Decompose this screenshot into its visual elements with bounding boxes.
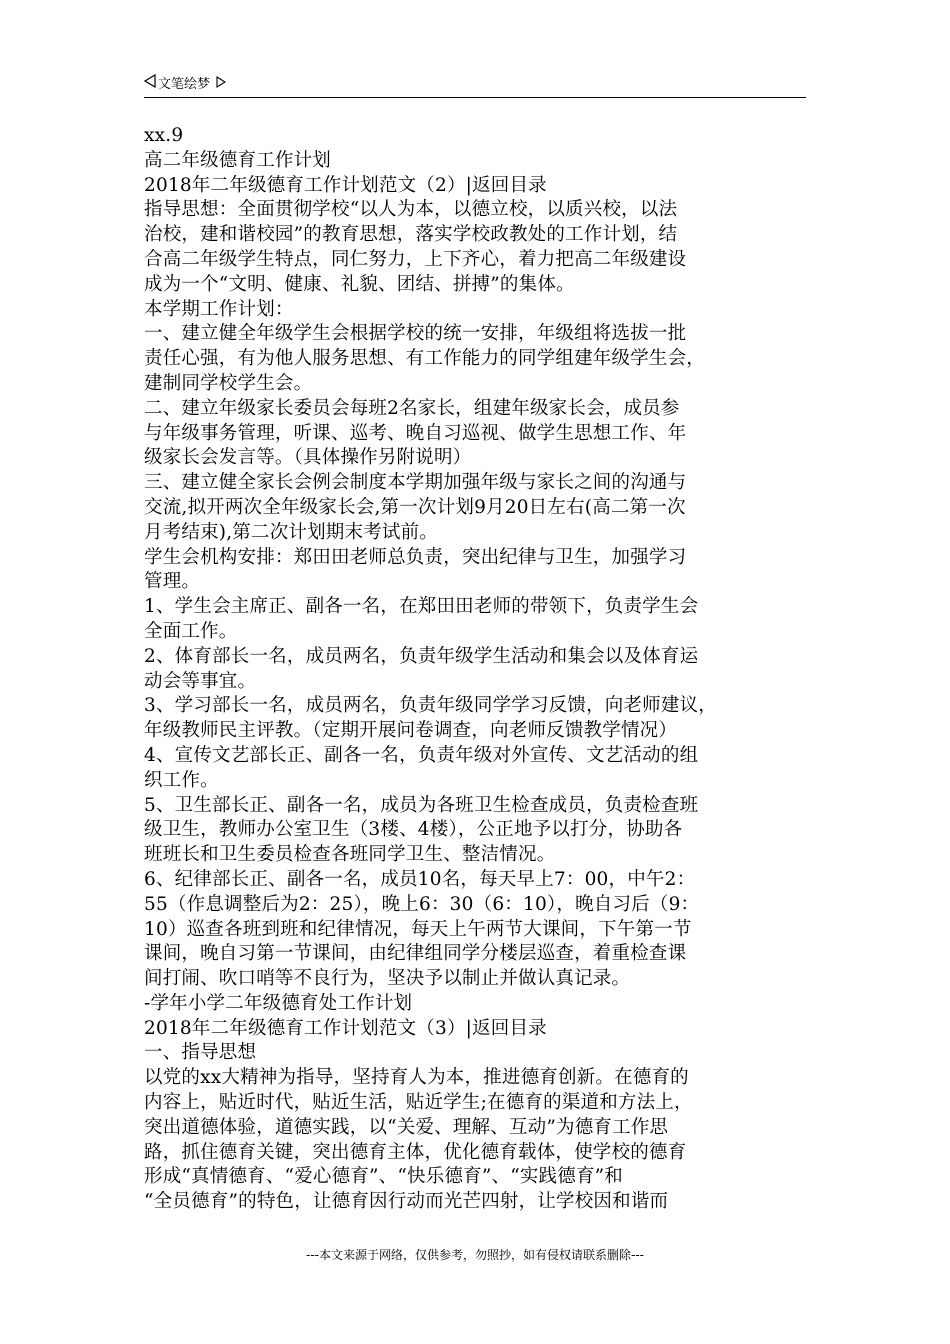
text-line: 间打闹、吹口哨等不良行为，坚决予以制止并做认真记录。 (144, 968, 631, 990)
text-line: 4、宣传文艺部长正、副各一名，负责年级对外宣传、文艺活动的组 (144, 744, 699, 766)
text-line: 55（作息调整后为2：25），晚上6：30（6：10），晚自习后（9： (144, 893, 700, 915)
text-line: 交流,拟开两次全年级家长会,第一次计划9月20日左右(高二第一次 (144, 496, 686, 518)
text-line: 内容上，贴近时代，贴近生活，贴近学生;在德育的渠道和方法上， (144, 1092, 693, 1114)
text-line: 级家长会发言等。（具体操作另附说明） (144, 447, 472, 469)
text-line: “全员德育”的特色，让德育因行动而光芒四射，让学校因和谐而 (144, 1191, 669, 1213)
text-line: 2、体育部长一名，成员两名，负责年级学生活动和集会以及体育运 (144, 645, 699, 667)
text-line: 3、学习部长一名，成员两名，负责年级同学学习反馈，向老师建议， (144, 695, 717, 717)
text-line: 二、建立年级家长委员会每班2名家长，组建年级家长会，成员参 (144, 397, 680, 419)
text-line: 三、建立健全家长会例会制度本学期加强年级与家长之间的沟通与 (144, 472, 687, 494)
text-line: 6、纪律部长正、副各一名，成员10名，每天早上7：00，中午2： (144, 868, 696, 890)
text-line: 高二年级德育工作计划 (144, 149, 332, 171)
text-line: 级卫生，教师办公室卫生（3楼、4楼），公正地予以打分，协助各 (144, 819, 683, 841)
text-line: 5、卫生部长正、副各一名，成员为各班卫生检查成员，负责检查班 (144, 794, 699, 816)
text-line: 1、学生会主席正、副各一名，在郑田田老师的带领下，负责学生会 (144, 596, 699, 618)
header-divider (144, 97, 806, 98)
text-line: 与年级事务管理，听课、巡考、晚自习巡视、做学生思想工作、年 (144, 422, 687, 444)
text-line: 管理。 (144, 571, 201, 593)
text-line: 动会等事宜。 (144, 670, 257, 692)
text-line: 月考结束),第二次计划期末考试前。 (144, 521, 438, 543)
text-line: 一、建立健全年级学生会根据学校的统一安排，年级组将选拔一批 (144, 323, 687, 345)
page-header (144, 74, 806, 98)
text-line: 2018年二年级德育工作计划范文（2）|返回目录 (144, 174, 547, 196)
text-line: 责任心强，有为他人服务思想、有工作能力的同学组建年级学生会， (144, 348, 706, 370)
text-line: 一、指导思想 (144, 1042, 257, 1064)
text-line: xx.9 (144, 125, 184, 146)
triangle-left-outline-icon (144, 74, 156, 96)
header-title: 文笔绘梦 (158, 77, 211, 92)
text-line: 10）巡查各班到班和纪律情况，每天上午两节大课间，下午第一节 (144, 918, 692, 940)
text-line: 本学期工作计划： (144, 298, 294, 320)
text-line: 2018年二年级德育工作计划范文（3）|返回目录 (144, 1017, 547, 1039)
text-line: 合高二年级学生特点，同仁努力，上下齐心，着力把高二年级建设 (144, 248, 687, 270)
document-body (144, 124, 824, 1215)
text-line: 学生会机构安排：郑田田老师总负责，突出纪律与卫生，加强学习 (144, 546, 687, 568)
text-line: 治校，建和谐校园”的教育思想，落实学校政教处的工作计划，结 (144, 224, 678, 246)
text-line: 路，抓住德育关键，突出德育主体，优化德育载体，使学校的德育 (144, 1141, 687, 1163)
triangle-right-outline-icon (216, 74, 226, 96)
text-line: 指导思想：全面贯彻学校“以人为本，以德立校，以质兴校，以法 (144, 199, 678, 221)
text-line: 班班长和卫生委员检查各班同学卫生、整洁情况。 (144, 844, 556, 866)
text-line: 课间，晚自习第一节课间，由纪律组同学分楼层巡查，着重检查课 (144, 943, 687, 965)
text-line: -学年小学二年级德育处工作计划 (144, 992, 413, 1014)
text-line: 以党的xx大精神为指导，坚持育人为本，推进德育创新。在德育的 (144, 1067, 689, 1089)
text-line: 全面工作。 (144, 620, 238, 642)
text-line: 建制同学校学生会。 (144, 372, 313, 394)
text-line: 成为一个“文明、健康、礼貌、团结、拼搏”的集体。 (144, 273, 575, 295)
text-line: 年级教师民主评教。（定期开展问卷调查，向老师反馈教学情况） (144, 720, 678, 742)
text-line: 突出道德体验，道德实践，以“关爱、理解、互动”为德育工作思 (144, 1116, 669, 1138)
text-line: 形成“真情德育、“爱心德育”、“快乐德育”、“实践德育”和 (144, 1166, 624, 1188)
page-footer: ---本文来源于网络，仅供参考，勿照抄，如有侵权请联系删除--- (306, 1248, 644, 1262)
text-line: 织工作。 (144, 769, 219, 791)
